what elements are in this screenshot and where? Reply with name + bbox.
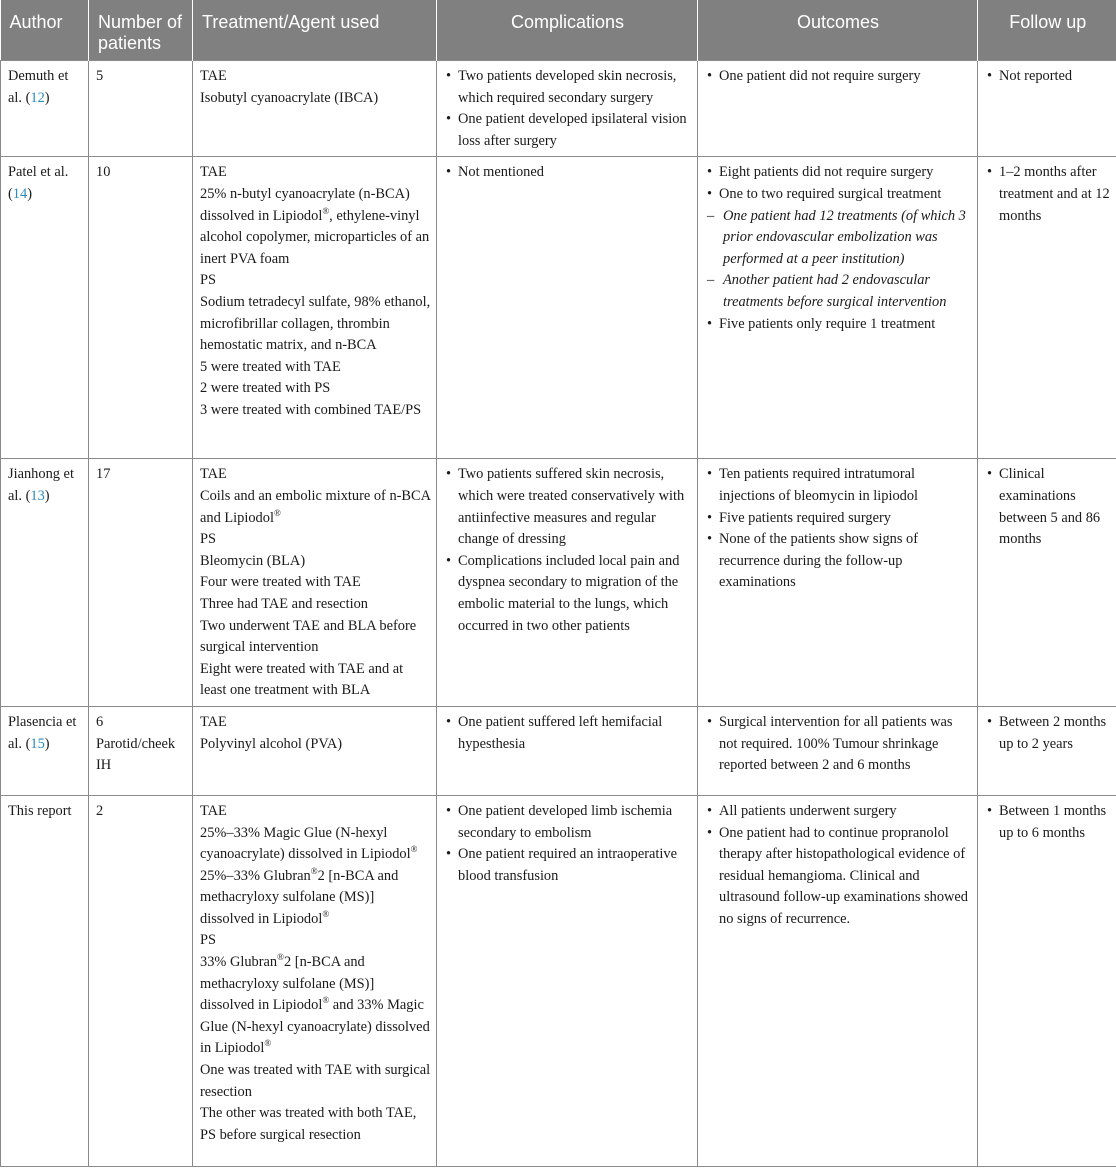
list-item: • All patients underwent surgery xyxy=(705,801,972,823)
followup-cell xyxy=(978,61,1116,157)
reference-link[interactable]: 14 xyxy=(12,185,28,202)
cell-line: One was treated with TAE with surgical resection xyxy=(200,1062,431,1100)
outcomes-cell xyxy=(698,795,978,1166)
list-item: • Ten patients required intratumoral injections of bleomycin in lipiodol xyxy=(705,464,972,507)
bullet-list xyxy=(705,66,972,88)
registered-mark: ® xyxy=(322,205,330,216)
cell-line: TAE xyxy=(200,713,227,730)
bullet-list xyxy=(985,801,1111,844)
complications-cell xyxy=(437,61,698,157)
list-item: • Two patients suffered skin necrosis, which were treated conservatively with antiinfective measures and regular change of dressing xyxy=(444,464,692,550)
header-complications: Complications xyxy=(437,0,698,61)
bullet-list xyxy=(985,66,1111,88)
list-item: • 1–2 months after treatment and at 12 months xyxy=(985,162,1111,227)
followup-cell xyxy=(978,157,1116,459)
cell-lines xyxy=(200,464,431,702)
cell-line: 5 were treated with TAE xyxy=(200,358,341,375)
cell-line: Eight were treated with TAE and at least one treatment with BLA xyxy=(200,660,404,699)
cell-lines xyxy=(200,801,431,1147)
cell-lines xyxy=(96,464,187,486)
list-item: • One patient suffered left hemifacial hypesthesia xyxy=(444,712,692,755)
patients-cell xyxy=(89,61,193,157)
list-item: • One patient did not require surgery xyxy=(705,66,972,88)
reference-link[interactable]: 12 xyxy=(30,89,45,106)
cell-lines xyxy=(96,66,187,88)
registered-mark: ® xyxy=(273,507,281,518)
registered-mark: ® xyxy=(277,952,284,963)
list-item: • Eight patients did not require surgery xyxy=(705,162,972,184)
header-follow-up: Follow up xyxy=(978,0,1116,61)
cell-line: 2 were treated with PS xyxy=(200,380,331,397)
bullet-list xyxy=(705,162,972,335)
bullet-list xyxy=(444,464,692,637)
author-cell: Patel et al. (14) xyxy=(1,157,89,459)
list-item: • Between 2 months up to 2 years xyxy=(985,712,1111,755)
author-cell: This report xyxy=(1,795,89,1166)
complications-cell xyxy=(437,459,698,707)
table-row xyxy=(1,795,1116,1166)
treatment-cell xyxy=(193,157,437,459)
cell-line: TAE xyxy=(200,164,227,181)
list-item: • One to two required surgical treatment xyxy=(705,184,972,206)
cell-line: 10 xyxy=(96,164,111,181)
header-number-of-patients: Number of patients xyxy=(89,0,193,61)
cell-line: Parotid/cheek IH xyxy=(96,735,176,774)
bullet-list xyxy=(985,464,1111,550)
header-author: Author xyxy=(1,0,89,61)
followup-cell xyxy=(978,795,1116,1166)
header-treatment: Treatment/Agent used xyxy=(193,0,437,61)
registered-mark: ® xyxy=(322,909,330,920)
list-item: – Another patient had 2 endovascular treatments before surgical intervention xyxy=(705,270,972,313)
patients-cell xyxy=(89,795,193,1166)
bullet-list xyxy=(444,66,692,152)
cell-line: 3 were treated with combined TAE/PS xyxy=(200,401,422,418)
table-row xyxy=(1,706,1116,795)
author-cell: Jianhong et al. (13) xyxy=(1,459,89,707)
header-outcomes: Outcomes xyxy=(698,0,978,61)
cell-line: 25%–33% Glubran®2 [n-BCA and methacryloxy sulfolane (MS)] dissolved in Lipiodol® xyxy=(200,865,399,927)
outcomes-cell xyxy=(698,706,978,795)
cell-line: 6 xyxy=(96,713,104,730)
bullet-list xyxy=(444,162,692,184)
cell-line: Polyvinyl alcohol (PVA) xyxy=(200,735,343,752)
treatment-cell xyxy=(193,459,437,707)
list-item: • Clinical examinations between 5 and 86 months xyxy=(985,464,1111,550)
registered-mark: ® xyxy=(264,1038,272,1049)
bullet-list xyxy=(985,712,1111,755)
author-cell: Plasencia et al. (15) xyxy=(1,706,89,795)
bullet-list xyxy=(985,162,1111,227)
outcomes-cell xyxy=(698,157,978,459)
table-row xyxy=(1,157,1116,459)
list-item: • None of the patients show signs of recurrence during the follow-up examinations xyxy=(705,529,972,594)
followup-cell xyxy=(978,706,1116,795)
list-item: • Five patients only require 1 treatment xyxy=(705,314,972,336)
registered-mark: ® xyxy=(410,844,418,855)
cell-line: 33% Glubran®2 [n-BCA and methacryloxy sulfolane (MS)] dissolved in Lipiodol® and 33% Magic Glue (N-hexyl cyanoacrylate) dissolved in Lipiodol® xyxy=(200,952,430,1057)
list-item: • Not reported xyxy=(985,66,1111,88)
bullet-list xyxy=(705,801,972,931)
cell-line: PS xyxy=(200,531,217,548)
cell-line: TAE xyxy=(200,68,227,84)
table-body xyxy=(1,61,1116,1167)
table-row xyxy=(1,61,1116,157)
registered-mark: ® xyxy=(322,995,330,1006)
patients-cell xyxy=(89,706,193,795)
cell-lines xyxy=(200,162,431,421)
complications-cell xyxy=(437,795,698,1166)
cell-lines xyxy=(96,801,187,823)
reference-link[interactable]: 13 xyxy=(30,487,45,504)
bullet-list xyxy=(705,712,972,777)
list-item: • Five patients required surgery xyxy=(705,508,972,530)
patients-cell xyxy=(89,157,193,459)
cell-line: Sodium tetradecyl sulfate, 98% ethanol, microfibrillar collagen, thrombin hemostatic matrix, and n-BCA xyxy=(200,293,431,354)
treatment-cell xyxy=(193,61,437,157)
list-item: • One patient developed ipsilateral vision loss after surgery xyxy=(444,109,692,152)
patients-cell xyxy=(89,459,193,707)
cell-lines xyxy=(200,712,431,755)
registered-mark: ® xyxy=(310,865,318,876)
list-item: – One patient had 12 treatments (of which 3 prior endovascular embolization was performed at a peer institution) xyxy=(705,206,972,271)
list-item: • One patient required an intraoperative blood transfusion xyxy=(444,844,692,887)
cell-lines xyxy=(96,712,187,777)
cell-lines xyxy=(96,162,187,184)
author-cell: Demuth et al. (12) xyxy=(1,61,89,157)
complications-cell xyxy=(437,706,698,795)
cell-line: The other was treated with both TAE, PS before surgical resection xyxy=(200,1105,417,1143)
list-item: • Surgical intervention for all patients was not required. 100% Tumour shrinkage reported between 2 and 6 months xyxy=(705,712,972,777)
treatment-cell xyxy=(193,795,437,1166)
cell-line: TAE xyxy=(200,802,227,819)
cell-line: PS xyxy=(200,272,217,289)
cell-line: 25% n-butyl cyanoacrylate (n-BCA) dissolved in Lipiodol®, ethylene-vinyl alcohol copolymer, microparticles of an inert PVA foam xyxy=(200,185,430,267)
table-row xyxy=(1,459,1116,707)
cell-line: PS xyxy=(200,932,217,949)
list-item: • One patient had to continue propranolol therapy after histopathological evidence of residual hemangioma. Clinical and ultrasound follow-up examinations showed no signs of recurrence. xyxy=(705,823,972,931)
bullet-list xyxy=(444,801,692,887)
list-item: • Two patients developed skin necrosis, which required secondary surgery xyxy=(444,66,692,109)
reference-link[interactable]: 15 xyxy=(30,735,45,752)
list-item: • Between 1 months up to 6 months xyxy=(985,801,1111,844)
list-item: • One patient developed limb ischemia secondary to embolism xyxy=(444,801,692,844)
cell-line: 2 xyxy=(96,802,104,819)
cell-line: Bleomycin (BLA) xyxy=(200,552,306,569)
bullet-list xyxy=(705,464,972,594)
cell-line: Three had TAE and resection xyxy=(200,595,368,612)
cell-line: Coils and an embolic mixture of n-BCA and Lipiodol® xyxy=(200,487,431,526)
cell-line: 17 xyxy=(96,466,111,483)
cell-line: 5 xyxy=(96,68,104,84)
list-item: • Not mentioned xyxy=(444,162,692,184)
header-row xyxy=(1,0,1116,61)
treatment-cell xyxy=(193,706,437,795)
cell-line: Two underwent TAE and BLA before surgical intervention xyxy=(200,617,417,656)
outcomes-cell xyxy=(698,459,978,707)
bullet-list xyxy=(444,712,692,755)
cell-line: Four were treated with TAE xyxy=(200,574,361,591)
cell-line: 25%–33% Magic Glue (N-hexyl cyanoacrylate) dissolved in Lipiodol® xyxy=(200,824,418,863)
followup-cell xyxy=(978,459,1116,707)
cell-line: TAE xyxy=(200,466,227,483)
outcomes-cell xyxy=(698,61,978,157)
complications-cell xyxy=(437,157,698,459)
cell-line: Isobutyl cyanoacrylate (IBCA) xyxy=(200,89,379,106)
list-item: • Complications included local pain and dyspnea secondary to migration of the embolic material to the lungs, which occurred in two other patients xyxy=(444,551,692,637)
cell-lines xyxy=(200,66,431,109)
